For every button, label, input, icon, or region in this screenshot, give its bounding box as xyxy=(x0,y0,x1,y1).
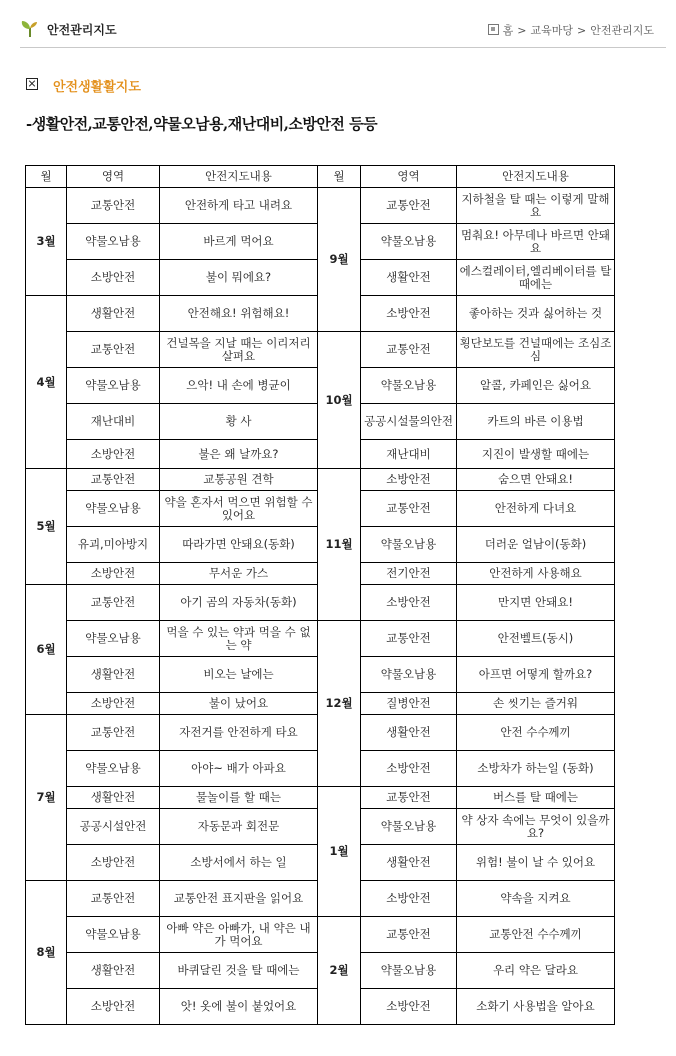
content-cell: 약속을 지켜요 xyxy=(457,881,615,917)
content-cell: 안전하게 다녀요 xyxy=(457,491,615,527)
table-header-row xyxy=(26,166,615,188)
month-cell: 10월 xyxy=(318,332,361,469)
content-cell: 소화기 사용법을 알아요 xyxy=(457,989,615,1025)
area-cell: 생활안전 xyxy=(361,260,457,296)
area-cell: 소방안전 xyxy=(67,989,160,1025)
area-cell: 교통안전 xyxy=(67,469,160,491)
content-cell: 아야~ 배가 아파요 xyxy=(160,751,318,787)
area-cell: 교통안전 xyxy=(361,491,457,527)
area-cell: 생활안전 xyxy=(67,296,160,332)
area-cell: 교통안전 xyxy=(67,715,160,751)
area-cell: 교통안전 xyxy=(361,917,457,953)
area-cell: 생활안전 xyxy=(361,715,457,751)
sprout-icon xyxy=(20,18,40,38)
month-cell: 8월 xyxy=(26,881,67,1025)
safety-schedule-table xyxy=(25,165,615,1025)
page-title: 안전관리지도 xyxy=(47,23,117,37)
checkbox-x-icon xyxy=(26,78,38,90)
content-cell: 바퀴달린 것을 탈 때에는 xyxy=(160,953,318,989)
area-cell: 약물오남용 xyxy=(67,621,160,657)
area-cell: 약물오남용 xyxy=(361,953,457,989)
month-cell: 6월 xyxy=(26,585,67,715)
content-cell: 물놀이를 할 때는 xyxy=(160,787,318,809)
content-cell: 아빠 약은 아빠가, 내 약은 내가 먹어요 xyxy=(160,917,318,953)
area-cell: 생활안전 xyxy=(67,657,160,693)
breadcrumb-current: 안전관리지도 xyxy=(590,24,654,37)
table-row xyxy=(26,787,615,809)
content-cell: 멈춰요! 아무데나 바르면 안돼요 xyxy=(457,224,615,260)
content-cell: 좋아하는 것과 싫어하는 것 xyxy=(457,296,615,332)
area-cell: 소방안전 xyxy=(67,563,160,585)
area-cell: 약물오남용 xyxy=(67,751,160,787)
content-cell: 황 사 xyxy=(160,404,318,440)
content-cell: 아기 곰의 자동차(동화) xyxy=(160,585,318,621)
content-cell: 약을 혼자서 먹으면 위험할 수 있어요 xyxy=(160,491,318,527)
content-cell: 위험! 불이 날 수 있어요 xyxy=(457,845,615,881)
content-cell: 불이 났어요 xyxy=(160,693,318,715)
page-header xyxy=(20,14,666,48)
month-cell: 1월 xyxy=(318,787,361,917)
area-cell: 소방안전 xyxy=(67,845,160,881)
area-cell: 약물오남용 xyxy=(67,491,160,527)
table-row xyxy=(26,917,615,953)
header-month: 월 xyxy=(26,166,67,188)
breadcrumb-education[interactable]: 교육마당 xyxy=(530,24,574,37)
table-row xyxy=(26,469,615,491)
content-cell: 안전하게 타고 내려요 xyxy=(160,188,318,224)
content-cell: 앗! 옷에 불이 붙었어요 xyxy=(160,989,318,1025)
month-cell: 2월 xyxy=(318,917,361,1025)
header-month: 월 xyxy=(318,166,361,188)
table-row xyxy=(26,188,615,224)
breadcrumb-separator: > xyxy=(517,24,527,37)
area-cell: 약물오남용 xyxy=(361,224,457,260)
area-cell: 교통안전 xyxy=(361,188,457,224)
area-cell: 생활안전 xyxy=(67,787,160,809)
header-area: 영역 xyxy=(361,166,457,188)
area-cell: 약물오남용 xyxy=(361,527,457,563)
area-cell: 교통안전 xyxy=(67,585,160,621)
content-cell: 교통안전 수수께끼 xyxy=(457,917,615,953)
content-cell: 무서운 가스 xyxy=(160,563,318,585)
area-cell: 교통안전 xyxy=(67,332,160,368)
area-cell: 생활안전 xyxy=(361,845,457,881)
content-cell: 바르게 먹어요 xyxy=(160,224,318,260)
area-cell: 약물오남용 xyxy=(67,917,160,953)
content-cell: 자전거를 안전하게 타요 xyxy=(160,715,318,751)
content-cell: 불은 왜 날까요? xyxy=(160,440,318,469)
content-cell: 안전벨트(동시) xyxy=(457,621,615,657)
content-cell: 아프면 어떻게 할까요? xyxy=(457,657,615,693)
content-cell: 비오는 날에는 xyxy=(160,657,318,693)
area-cell: 소방안전 xyxy=(361,989,457,1025)
area-cell: 소방안전 xyxy=(361,751,457,787)
content-cell: 알콜, 카페인은 싫어요 xyxy=(457,368,615,404)
area-cell: 약물오남용 xyxy=(361,657,457,693)
month-cell: 4월 xyxy=(26,296,67,469)
area-cell: 전기안전 xyxy=(361,563,457,585)
section-title: 안전생활활지도 xyxy=(53,80,141,95)
area-cell: 약물오남용 xyxy=(361,809,457,845)
content-cell: 안전해요! 위험해요! xyxy=(160,296,318,332)
area-cell: 교통안전 xyxy=(361,332,457,368)
home-icon[interactable] xyxy=(488,24,499,35)
area-cell: 유괴,미아방지 xyxy=(67,527,160,563)
area-cell: 소방안전 xyxy=(67,260,160,296)
content-cell: 교통안전 표지판을 읽어요 xyxy=(160,881,318,917)
header-content: 안전지도내용 xyxy=(457,166,615,188)
month-cell: 7월 xyxy=(26,715,67,881)
content-cell: 더러운 얼남이(동화) xyxy=(457,527,615,563)
month-cell: 11월 xyxy=(318,469,361,621)
area-cell: 소방안전 xyxy=(361,296,457,332)
content-cell: 지하철을 탈 때는 이렇게 말해요 xyxy=(457,188,615,224)
breadcrumb-separator: > xyxy=(577,24,587,37)
content-cell: 안전 수수께끼 xyxy=(457,715,615,751)
month-cell: 9월 xyxy=(318,188,361,332)
content-cell: 버스를 탈 때에는 xyxy=(457,787,615,809)
area-cell: 공공시설물의안전 xyxy=(361,404,457,440)
content-cell: 손 씻기는 즐거워 xyxy=(457,693,615,715)
content-cell: 건널목을 지날 때는 이리저리 살펴요 xyxy=(160,332,318,368)
content-cell: 안전하게 사용해요 xyxy=(457,563,615,585)
table-row xyxy=(26,621,615,657)
content-cell: 에스컬레이터,엘리베이터를 탈 때에는 xyxy=(457,260,615,296)
area-cell: 약물오남용 xyxy=(67,224,160,260)
content-cell: 횡단보도를 건널때에는 조심조심 xyxy=(457,332,615,368)
header-content: 안전지도내용 xyxy=(160,166,318,188)
section-subtitle: -생활안전,교통안전,약물오남용,재난대비,소방안전 등등 xyxy=(26,115,378,133)
area-cell: 소방안전 xyxy=(361,469,457,491)
content-cell: 카트의 바른 이용법 xyxy=(457,404,615,440)
area-cell: 질병안전 xyxy=(361,693,457,715)
content-cell: 약 상자 속에는 무엇이 있을까요? xyxy=(457,809,615,845)
month-cell: 12월 xyxy=(318,621,361,787)
content-cell: 만지면 안돼요! xyxy=(457,585,615,621)
header-area: 영역 xyxy=(67,166,160,188)
area-cell: 약물오남용 xyxy=(361,368,457,404)
content-cell: 지진이 발생할 때에는 xyxy=(457,440,615,469)
content-cell: 으악! 내 손에 병균이 xyxy=(160,368,318,404)
content-cell: 따라가면 안돼요(동화) xyxy=(160,527,318,563)
content-cell: 우리 약은 달라요 xyxy=(457,953,615,989)
content-cell: 불이 뭐에요? xyxy=(160,260,318,296)
area-cell: 소방안전 xyxy=(361,585,457,621)
area-cell: 재난대비 xyxy=(67,404,160,440)
content-cell: 먹을 수 있는 약과 먹을 수 없는 약 xyxy=(160,621,318,657)
content-cell: 소방서에서 하는 일 xyxy=(160,845,318,881)
content-cell: 소방차가 하는일 (동화) xyxy=(457,751,615,787)
content-cell: 숨으면 안돼요! xyxy=(457,469,615,491)
area-cell: 소방안전 xyxy=(67,440,160,469)
area-cell: 교통안전 xyxy=(361,621,457,657)
area-cell: 공공시설안전 xyxy=(67,809,160,845)
breadcrumb-home[interactable]: 홈 xyxy=(502,24,514,37)
month-cell: 3월 xyxy=(26,188,67,296)
month-cell: 5월 xyxy=(26,469,67,585)
area-cell: 재난대비 xyxy=(361,440,457,469)
area-cell: 소방안전 xyxy=(67,693,160,715)
area-cell: 교통안전 xyxy=(361,787,457,809)
breadcrumb xyxy=(488,22,654,38)
area-cell: 생활안전 xyxy=(67,953,160,989)
area-cell: 교통안전 xyxy=(67,188,160,224)
area-cell: 소방안전 xyxy=(361,881,457,917)
area-cell: 약물오남용 xyxy=(67,368,160,404)
area-cell: 교통안전 xyxy=(67,881,160,917)
table-row xyxy=(26,332,615,368)
content-cell: 자동문과 회전문 xyxy=(160,809,318,845)
content-cell: 교통공원 견학 xyxy=(160,469,318,491)
